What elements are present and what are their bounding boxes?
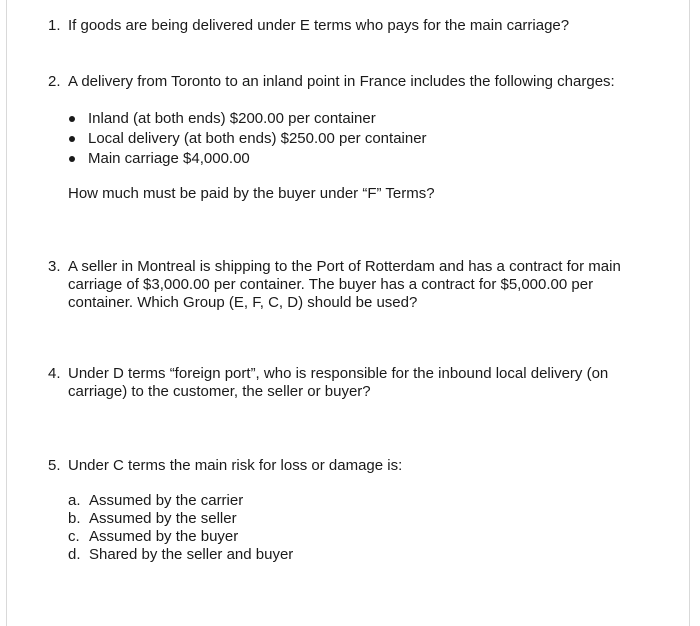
question-2-followup: How much must be paid by the buyer under “F” Terms? bbox=[68, 185, 435, 202]
answer-option-d bbox=[68, 546, 648, 564]
option-text: Assumed by the seller bbox=[89, 510, 237, 527]
page-border-right bbox=[689, 0, 690, 626]
bullet-icon bbox=[69, 156, 75, 162]
question-text-line-1: Under D terms “foreign port”, who is responsible for the inbound local delivery (on bbox=[68, 365, 609, 382]
answer-options bbox=[68, 492, 648, 564]
question-number: 4. bbox=[48, 365, 61, 382]
question-2 bbox=[48, 73, 658, 91]
option-text: Assumed by the carrier bbox=[89, 492, 244, 509]
question-text-line-2: carriage) to the customer, the seller or buyer? bbox=[68, 383, 371, 400]
list-item bbox=[66, 130, 646, 150]
answer-option-a bbox=[68, 492, 648, 510]
page-border-left bbox=[6, 0, 7, 626]
answer-option-c bbox=[68, 528, 648, 546]
bullet-icon bbox=[69, 116, 75, 122]
question-number: 3. bbox=[48, 258, 61, 275]
question-text: If goods are being delivered under E terms who pays for the main carriage? bbox=[68, 17, 570, 34]
option-letter: a. bbox=[68, 492, 81, 509]
option-text: Assumed by the buyer bbox=[89, 528, 239, 545]
question-3 bbox=[48, 258, 658, 312]
option-text: Shared by the seller and buyer bbox=[89, 546, 294, 563]
list-item-text: Main carriage $4,000.00 bbox=[88, 150, 250, 167]
question-number: 5. bbox=[48, 457, 61, 474]
question-number: 1. bbox=[48, 17, 61, 34]
list-item-text: Inland (at both ends) $200.00 per container bbox=[88, 110, 376, 127]
charges-list bbox=[66, 110, 646, 170]
question-1 bbox=[48, 17, 658, 35]
question-text: Under C terms the main risk for loss or damage is: bbox=[68, 457, 403, 474]
question-text-line-3: container. Which Group (E, F, C, D) should be used? bbox=[68, 294, 418, 311]
option-letter: d. bbox=[68, 546, 81, 563]
answer-option-b bbox=[68, 510, 648, 528]
bullet-icon bbox=[69, 136, 75, 142]
list-item-text: Local delivery (at both ends) $250.00 per container bbox=[88, 130, 427, 147]
question-4 bbox=[48, 365, 658, 401]
list-item bbox=[66, 150, 646, 170]
question-text-line-1: A seller in Montreal is shipping to the Port of Rotterdam and has a contract for main bbox=[68, 258, 621, 275]
question-5 bbox=[48, 457, 658, 475]
question-text: A delivery from Toronto to an inland point in France includes the following charges: bbox=[68, 73, 615, 90]
option-letter: b. bbox=[68, 510, 81, 527]
question-text-line-2: carriage of $3,000.00 per container. The buyer has a contract for $5,000.00 per bbox=[68, 276, 594, 293]
list-item bbox=[66, 110, 646, 130]
question-number: 2. bbox=[48, 73, 61, 90]
option-letter: c. bbox=[68, 528, 80, 545]
